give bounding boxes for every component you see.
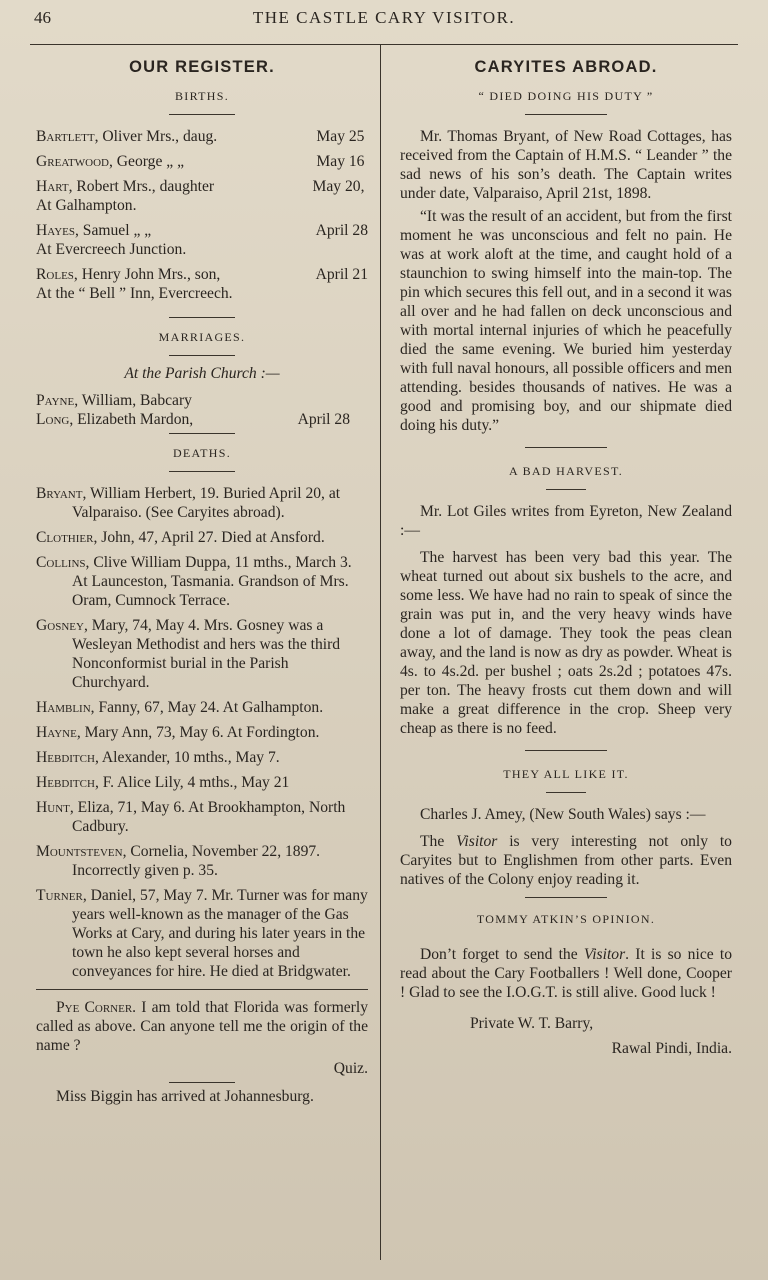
harvest-rule-top <box>525 447 607 448</box>
pye-corner-signature: Quiz. <box>333 1060 368 1077</box>
deaths-heading: DEATHS. <box>172 446 232 460</box>
death-entry: Hayne, Mary Ann, 73, May 6. At Fordington. <box>36 724 320 741</box>
like-intro: Charles J. Amey, (New South Wales) says :— <box>420 806 706 823</box>
died-para-2: “It was the result of an accident, but from the first moment he was unconscious and felt no pain. He was at work aloft at the time, and caught hold of a staunchion to swing himself into the main-top. The pin which secures this fell out, and in a second it was all over and he had fallen on deck unconscious and with mortal internal injuries of which he peacefully died the same evening. We buried him yesterday with full naval honours, all possible officers and men attending. besides thousands of natives. He was a good and promising boy, and our shipmate died doing his duty.” <box>400 208 732 434</box>
death-entry: Clothier, John, 47, April 27. Died at Ansford. <box>36 529 325 546</box>
register-heading: OUR REGISTER. <box>129 58 275 76</box>
death-entry: Hebditch, F. Alice Lily, 4 mths., May 21 <box>36 774 290 791</box>
birth-entry: Hart, Robert Mrs., daughter May 20, At Galhampton. <box>36 178 365 214</box>
left-column <box>36 54 368 1110</box>
harvest-intro: Mr. Lot Giles writes from Eyreton, New Zealand :— <box>400 503 732 539</box>
births-heading: BIRTHS. <box>174 89 230 103</box>
birth-entry: Bartlett, Oliver Mrs., daug. May 25 <box>36 128 365 145</box>
birth-entry: Roles, Henry John Mrs., son, April 21 At the “ Bell ” Inn, Evercreech. <box>36 266 368 302</box>
death-entry: Collins, Clive William Duppa, 11 mths., March 3. At Launceston, Tasmania. Grandson of Mrs. Oram, Cumnock Terrace. <box>36 554 352 609</box>
running-title: THE CASTLE CARY VISITOR. <box>252 8 516 27</box>
death-entry: Hebditch, Alexander, 10 mths., May 7. <box>36 749 280 766</box>
column-divider <box>380 44 381 1260</box>
like-rule-top <box>525 750 607 751</box>
death-entry: Hunt, Eliza, 71, May 6. At Brookhampton, North Cadbury. <box>36 799 346 835</box>
died-heading: “ DIED DOING HIS DUTY ” <box>478 89 654 103</box>
marriage-entry: Payne, William, Babcary Long, Elizabeth Mardon, April 28 <box>36 392 350 428</box>
died-para-1: Mr. Thomas Bryant, of New Road Cottages, has received from the Captain of H.M.S. “ Leander ” the sad news of his son’s death. The Captain writes under date, Valparaiso, April 21st, 1898. <box>400 128 732 202</box>
tommy-rule-top <box>525 897 607 898</box>
birth-entry: Greatwood, George „ „ May 16 <box>36 153 365 170</box>
page-header <box>34 8 734 32</box>
births-list <box>36 127 368 303</box>
marriages-heading: MARRIAGES. <box>158 330 246 344</box>
death-entry: Hamblin, Fanny, 67, May 24. At Galhampton. <box>36 699 324 716</box>
harvest-para: The harvest has been very bad this year. The wheat turned out about six bushels to the acre, and some less. We have had no rain to speak of since the grain was put in, and the very heavy winds have done a lot of damage. They took the peas clean away, and the land is now as dry as powder. Wheat is 4s. to 4s.2d. per bushel ; oats 2s.2d ; potatoes 47s. per ton. The heavy frosts cut them down and will make a great difference in the crop. Sheep very cheap as there is no feed. <box>400 549 732 737</box>
death-entry: Turner, Daniel, 57, May 7. Mr. Turner was for many years well-known as the manager of the Gas Works at Cary, and during his later years in the town he also kept several horses and conveyances for hire. He died at Bridgwater. <box>36 887 368 980</box>
tommy-signature-name: Private W. T. Barry, <box>470 1015 594 1032</box>
pye-corner-note: Pye Corner. I am told that Florida was formerly called as above. Can anyone tell me the origin of the name ? <box>36 999 368 1054</box>
birth-entry: Hayes, Samuel „ „ April 28 At Evercreech Junction. <box>36 222 368 258</box>
like-para: The Visitor is very interesting not only to Caryites but to Englishmen from other parts. Even natives of the Colony enjoy reading it. <box>400 833 732 888</box>
tommy-para: Don’t forget to send the Visitor. It is so nice to read about the Cary Footballers ! Well done, Cooper ! Glad to see the I.O.G.T. is still alive. Good luck ! <box>400 946 732 1001</box>
biggin-note: Miss Biggin has arrived at Johannesburg. <box>56 1088 314 1105</box>
caryites-heading: CARYITES ABROAD. <box>474 58 658 76</box>
death-entry: Bryant, William Herbert, 19. Buried April 20, at Valparaiso. (See Caryites abroad). <box>36 485 341 521</box>
section-rule <box>36 989 368 990</box>
deaths-rule-top <box>169 433 235 434</box>
header-rule <box>30 44 738 45</box>
death-entry: Mountsteven, Cornelia, November 22, 1897. Incorrectly given p. 35. <box>36 843 321 879</box>
marriages-rule <box>169 355 235 356</box>
marriage-place: At the Parish Church :— <box>124 365 280 382</box>
page-number: 46 <box>34 8 51 27</box>
harvest-heading: A BAD HARVEST. <box>508 464 624 478</box>
like-heading: THEY ALL LIKE IT. <box>503 767 629 781</box>
right-column <box>400 54 732 1058</box>
tommy-signature-place: Rawal Pindi, India. <box>611 1040 732 1057</box>
death-entry: Gosney, Mary, 74, May 4. Mrs. Gosney was a Wesleyan Methodist and hers was the third Nonconformist burial in the Parish Churchyard. <box>36 617 341 691</box>
marriages-rule-top <box>169 317 235 318</box>
tommy-heading: TOMMY ATKIN’S OPINION. <box>476 912 656 926</box>
deaths-list <box>36 484 368 981</box>
